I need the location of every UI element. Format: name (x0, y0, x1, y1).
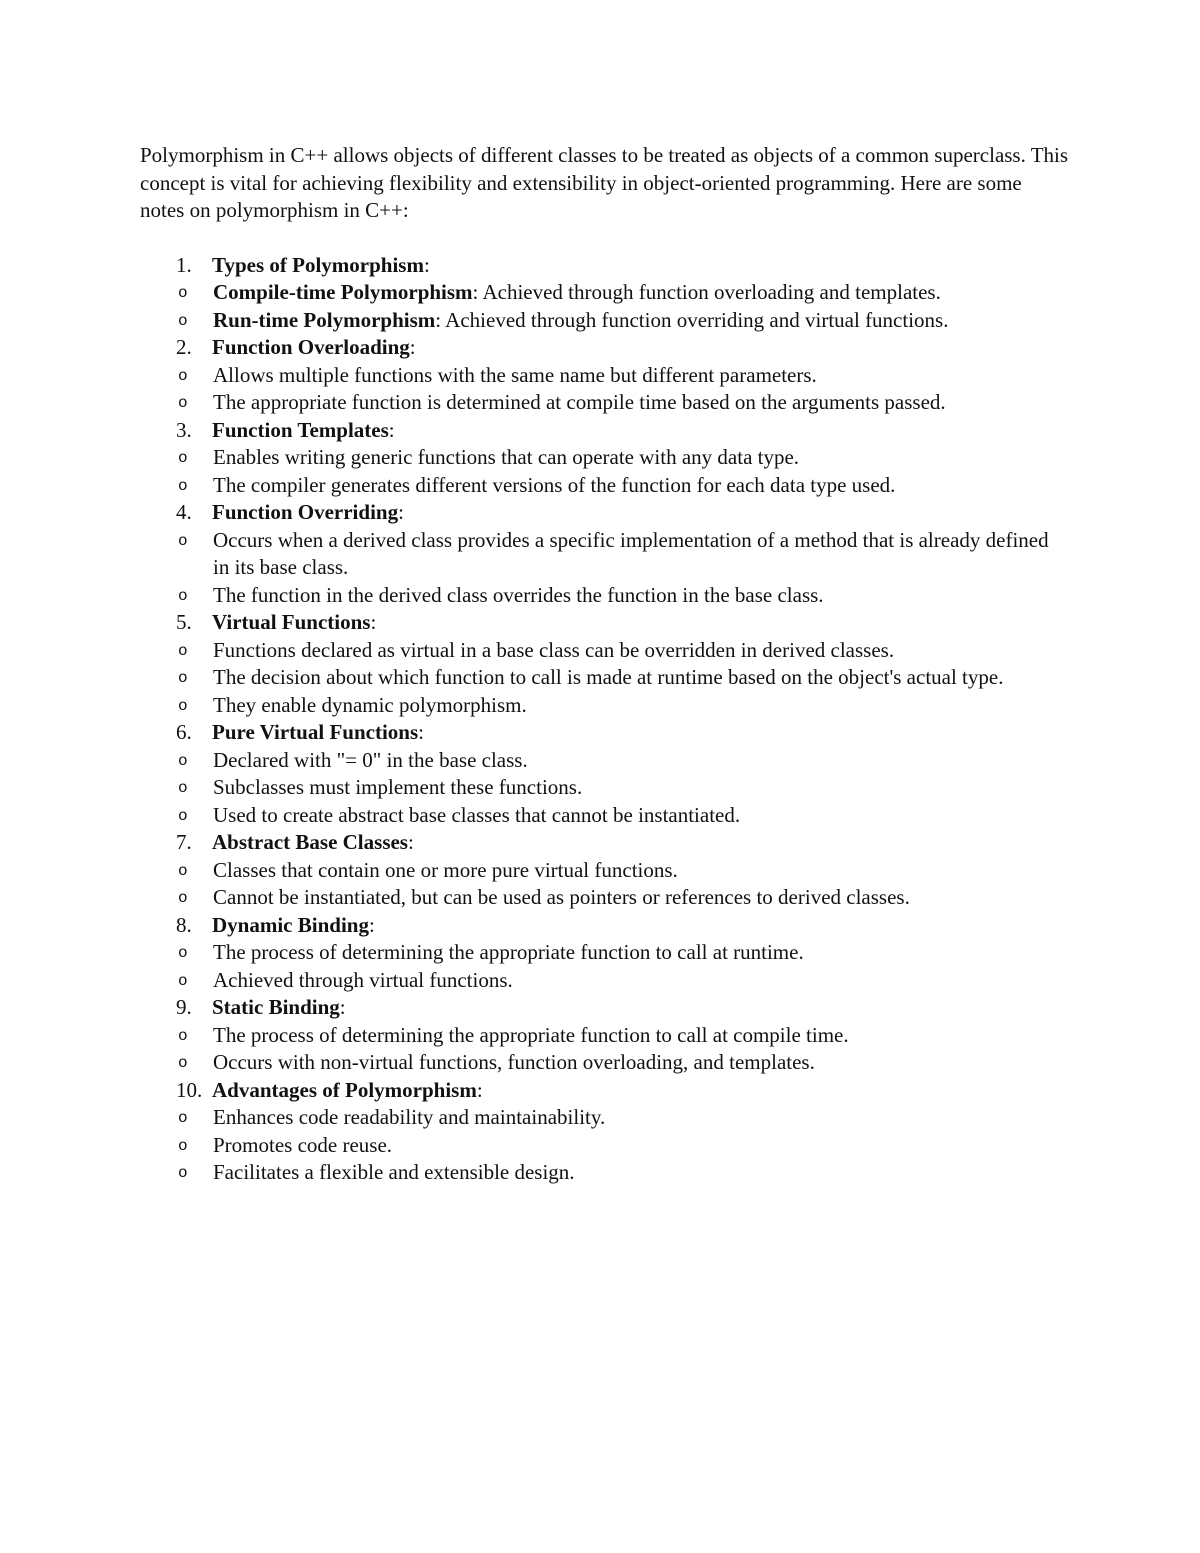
section-heading: Static Binding (212, 995, 340, 1019)
section-number: 3. (176, 417, 192, 442)
bullet-item (142, 884, 1070, 912)
section-heading-colon: : (423, 252, 430, 277)
bullet-text (212, 1049, 1070, 1077)
bullet-marker-icon: o (178, 449, 188, 467)
bullet-marker-icon: o (178, 1164, 188, 1182)
bullet-text (212, 362, 1070, 390)
bullet-marker-icon: o (178, 779, 188, 797)
bullet-text (212, 802, 1070, 830)
section-number: 7. (176, 830, 192, 854)
bullet-marker-icon: o (178, 284, 188, 302)
bullet-marker-icon: o (178, 476, 188, 495)
bullet-item (142, 1022, 1070, 1050)
intro-paragraph: Polymorphism in C++ allows objects of different classes to be treated as objects of a common superclass. This concept is vital for achieving flexibility and extensibility in object-oriented programming. Here are some notes on polymorphism in C++: (140, 143, 1069, 222)
bullet-term: Run-time Polymorphism (213, 307, 436, 332)
bullet-marker-icon: o (178, 586, 188, 605)
section-number: 1. (176, 252, 192, 277)
section-list (140, 252, 1070, 1187)
bullet-item (142, 389, 1070, 417)
section-heading-colon: : (370, 610, 377, 634)
bullet-text (212, 279, 1070, 307)
bullet-text (212, 1159, 1070, 1187)
section-heading: Virtual Functions (212, 610, 371, 634)
section-heading: Abstract Base Classes (212, 830, 408, 854)
bullet-text (212, 1132, 1070, 1160)
section-number: 4. (176, 500, 192, 524)
bullet-marker-icon: o (178, 1054, 188, 1072)
bullet-description: Cannot be instantiated, but can be used as pointers or references to derived classes. (213, 885, 910, 909)
section-number: 6. (176, 720, 192, 744)
bullet-item (142, 362, 1070, 390)
section-heading-colon: : (476, 1077, 483, 1102)
section-heading-colon: : (339, 995, 346, 1019)
bullet-marker-icon: o (178, 311, 188, 330)
bullet-text (212, 1104, 1070, 1132)
section-heading: Advantages of Polymorphism (212, 1077, 477, 1102)
bullet-text (212, 472, 1070, 500)
bullet-text (212, 857, 1070, 885)
section-item (140, 912, 1070, 995)
bullet-item (142, 582, 1070, 610)
bullet-description: The compiler generates different versions of the function for each data type used. (213, 472, 896, 497)
bullet-text (212, 884, 1070, 912)
section-item (140, 1077, 1070, 1187)
bullet-text (212, 389, 1070, 417)
bullet-description: : Achieved through function overloading and templates. (472, 280, 941, 304)
bullet-list (178, 747, 1070, 830)
bullet-item (142, 444, 1070, 472)
bullet-marker-icon: o (178, 1109, 188, 1127)
bullet-description: Promotes code reuse. (213, 1132, 393, 1157)
bullet-description: Classes that contain one or more pure virtual functions. (213, 857, 678, 882)
bullet-description: Facilitates a flexible and extensible design. (213, 1160, 575, 1184)
bullet-item (142, 692, 1070, 720)
bullet-description: The function in the derived class overrides the function in the base class. (213, 582, 824, 607)
section-heading-colon: : (407, 830, 414, 854)
section-item (140, 994, 1070, 1077)
bullet-item (142, 664, 1070, 692)
document-page (140, 142, 1070, 1187)
bullet-text (212, 637, 1070, 665)
bullet-marker-icon: o (178, 394, 188, 412)
bullet-description: The appropriate function is determined at compile time based on the arguments passed. (213, 390, 946, 414)
bullet-description: The process of determining the appropriate function to call at compile time. (213, 1022, 849, 1047)
section-item (140, 252, 1070, 335)
bullet-marker-icon: o (178, 806, 188, 825)
bullet-text (212, 444, 1070, 472)
bullet-text (212, 664, 1070, 692)
section-heading: Function Overriding (212, 500, 399, 524)
bullet-marker-icon: o (178, 944, 188, 962)
bullet-description: Enhances code readability and maintainability. (213, 1105, 606, 1129)
bullet-item (142, 279, 1070, 307)
bullet-item (142, 774, 1070, 802)
bullet-description: Occurs with non-virtual functions, function overloading, and templates. (213, 1050, 815, 1074)
bullet-item (142, 939, 1070, 967)
section-item (140, 719, 1070, 829)
bullet-text (212, 774, 1070, 802)
bullet-description: Subclasses must implement these functions. (213, 775, 583, 799)
section-heading-colon: : (418, 720, 424, 744)
section-number: 2. (176, 335, 192, 359)
section-heading-colon: : (398, 500, 404, 524)
bullet-text (212, 527, 1070, 582)
section-heading-colon: : (409, 335, 416, 359)
bullet-text (212, 582, 1070, 610)
section-item (140, 334, 1070, 417)
bullet-list (178, 637, 1070, 720)
bullet-description: They enable dynamic polymorphism. (213, 692, 527, 717)
bullet-marker-icon: o (178, 861, 188, 880)
section-item (140, 609, 1070, 719)
bullet-marker-icon: o (178, 971, 188, 990)
bullet-item (142, 967, 1070, 995)
bullet-description: The decision about which function to call is made at runtime based on the object's actual type. (213, 665, 1004, 689)
bullet-item (142, 472, 1070, 500)
bullet-marker-icon: o (178, 531, 188, 550)
bullet-item (142, 1049, 1070, 1077)
bullet-item (142, 307, 1070, 335)
bullet-item (142, 857, 1070, 885)
bullet-description: Occurs when a derived class provides a specific implementation of a method that is already defined in its base class. (213, 527, 1049, 579)
bullet-list (178, 362, 1070, 417)
bullet-list (178, 1022, 1070, 1077)
section-item (140, 499, 1070, 609)
bullet-item (142, 527, 1070, 582)
bullet-description: Achieved through virtual functions. (213, 967, 513, 992)
bullet-marker-icon: o (178, 696, 188, 715)
section-number: 10. (176, 1077, 203, 1102)
section-item (140, 417, 1070, 500)
bullet-description: Used to create abstract base classes that cannot be instantiated. (213, 802, 741, 827)
bullet-marker-icon: o (178, 669, 188, 687)
bullet-marker-icon: o (178, 366, 188, 385)
section-heading: Function Templates (212, 417, 389, 442)
bullet-marker-icon: o (178, 641, 188, 660)
section-heading-colon: : (368, 912, 375, 937)
bullet-list (178, 1104, 1070, 1187)
section-item (140, 829, 1070, 912)
bullet-description: Enables writing generic functions that can operate with any data type. (213, 445, 800, 469)
bullet-description: Declared with "= 0" in the base class. (213, 747, 528, 772)
section-heading-colon: : (388, 417, 395, 442)
bullet-item (142, 637, 1070, 665)
bullet-description: The process of determining the appropriate function to call at runtime. (213, 940, 804, 964)
bullet-list (178, 279, 1070, 334)
bullet-text (212, 1022, 1070, 1050)
section-number: 9. (176, 995, 192, 1019)
bullet-item (142, 747, 1070, 775)
bullet-text (212, 692, 1070, 720)
section-number: 5. (176, 610, 192, 634)
bullet-text (212, 939, 1070, 967)
section-heading: Types of Polymorphism (212, 252, 424, 277)
bullet-text (212, 307, 1070, 335)
bullet-list (178, 857, 1070, 912)
section-heading: Pure Virtual Functions (212, 720, 419, 744)
bullet-text (212, 747, 1070, 775)
bullet-item (142, 1159, 1070, 1187)
section-number: 8. (176, 912, 192, 937)
bullet-marker-icon: o (178, 1136, 188, 1155)
section-heading: Function Overloading (212, 335, 410, 359)
bullet-marker-icon: o (178, 1026, 188, 1045)
bullet-term: Compile-time Polymorphism (213, 280, 473, 304)
bullet-item (142, 802, 1070, 830)
bullet-list (178, 939, 1070, 994)
bullet-description: Allows multiple functions with the same name but different parameters. (213, 362, 817, 387)
bullet-marker-icon: o (178, 751, 188, 770)
bullet-list (178, 444, 1070, 499)
bullet-item (142, 1104, 1070, 1132)
bullet-text (212, 967, 1070, 995)
bullet-item (142, 1132, 1070, 1160)
bullet-description: Functions declared as virtual in a base class can be overridden in derived classes. (213, 637, 895, 662)
bullet-list (178, 527, 1070, 610)
section-heading: Dynamic Binding (212, 912, 369, 937)
bullet-marker-icon: o (178, 889, 188, 907)
bullet-description: : Achieved through function overriding and virtual functions. (435, 307, 949, 332)
